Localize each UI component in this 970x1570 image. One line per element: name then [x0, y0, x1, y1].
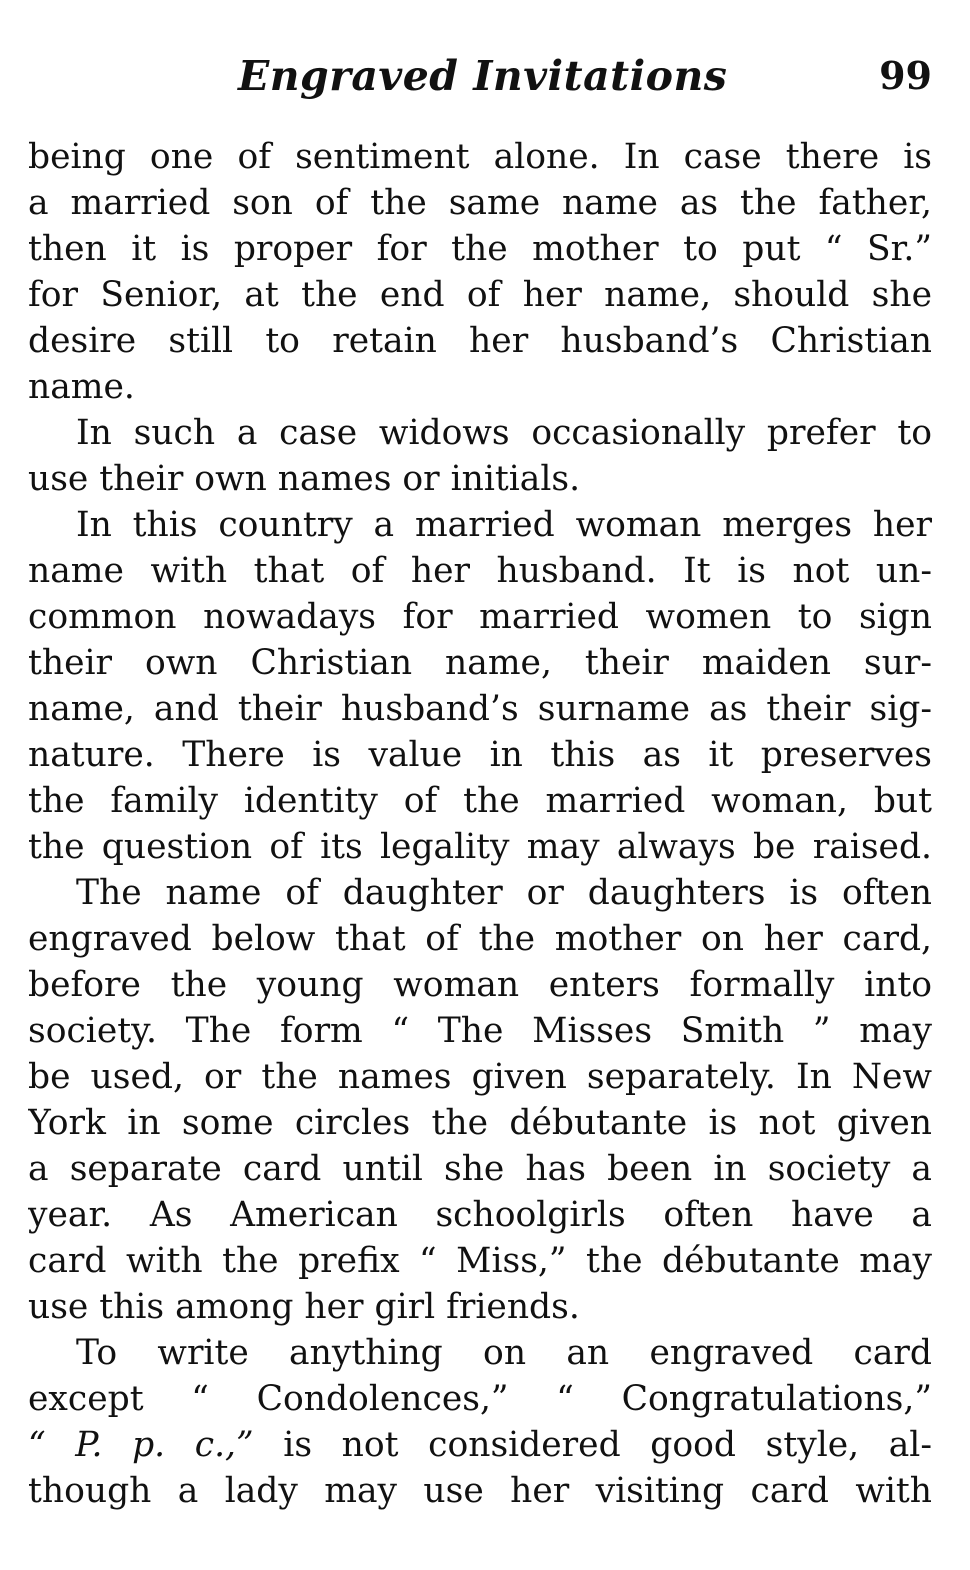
paragraph-1 [28, 134, 932, 410]
text-line: To write anything on an engraved card [76, 1333, 932, 1373]
text-line: The name of daughter or daughters is often [76, 873, 932, 913]
text-line: York in some circles the débutante is not given [28, 1103, 932, 1143]
text-line: the family identity of the married woman, but [28, 781, 932, 821]
paragraph-2 [28, 410, 932, 502]
text-line: then it is proper for the mother to put “ Sr.” [28, 229, 932, 269]
text-line: being one of sentiment alone. In case there is [28, 137, 932, 177]
paragraph-3 [28, 502, 932, 870]
text-line: for Senior, at the end of her name, should she [28, 275, 932, 315]
text-line: nature. There is value in this as it preserves [28, 735, 932, 775]
text-line: engraved below that of the mother on her card, [28, 919, 932, 959]
text-line: desire still to retain her husband’s Christian [28, 321, 932, 361]
text-line-mixed [28, 1422, 932, 1468]
text-line: year. As American schoolgirls often have a [28, 1195, 932, 1235]
text-line: card with the prefix “ Miss,” the débutante may [28, 1241, 932, 1281]
book-page [28, 0, 932, 1570]
text-line: name. [28, 367, 135, 407]
body-text [28, 134, 932, 1514]
text-line: except “ Condolences,” “ Congratulations,” [28, 1379, 932, 1419]
running-head [28, 50, 932, 102]
text-line: though a lady may use her visiting card with [28, 1471, 932, 1511]
ppc-abbreviation: “ P. p. c.,” [28, 1425, 254, 1465]
text-line: use their own names or initials. [28, 459, 581, 499]
text-line: society. The form “ The Misses Smith ” may [28, 1011, 932, 1051]
text-line: a separate card until she has been in society a [28, 1149, 932, 1189]
text-line: before the young woman enters formally into [28, 965, 932, 1005]
text-line: name, and their husband’s surname as their sig- [28, 689, 932, 729]
running-title: Engraved Invitations [238, 52, 728, 100]
text-line: common nowadays for married women to sign [28, 597, 932, 637]
text-line: be used, or the names given separately. In New [28, 1057, 932, 1097]
text-line: In such a case widows occasionally prefer to [76, 413, 932, 453]
text-line: the question of its legality may always be raised. [28, 827, 932, 867]
paragraph-5 [28, 1330, 932, 1514]
page-number: 99 [879, 53, 932, 98]
text-line: use this among her girl friends. [28, 1287, 580, 1327]
text-line: their own Christian name, their maiden sur- [28, 643, 932, 683]
paragraph-4 [28, 870, 932, 1330]
text-run: is not considered good style, al- [253, 1425, 932, 1465]
text-line: name with that of her husband. It is not un- [28, 551, 932, 591]
text-line: a married son of the same name as the father, [28, 183, 932, 223]
text-line: In this country a married woman merges her [76, 505, 932, 545]
